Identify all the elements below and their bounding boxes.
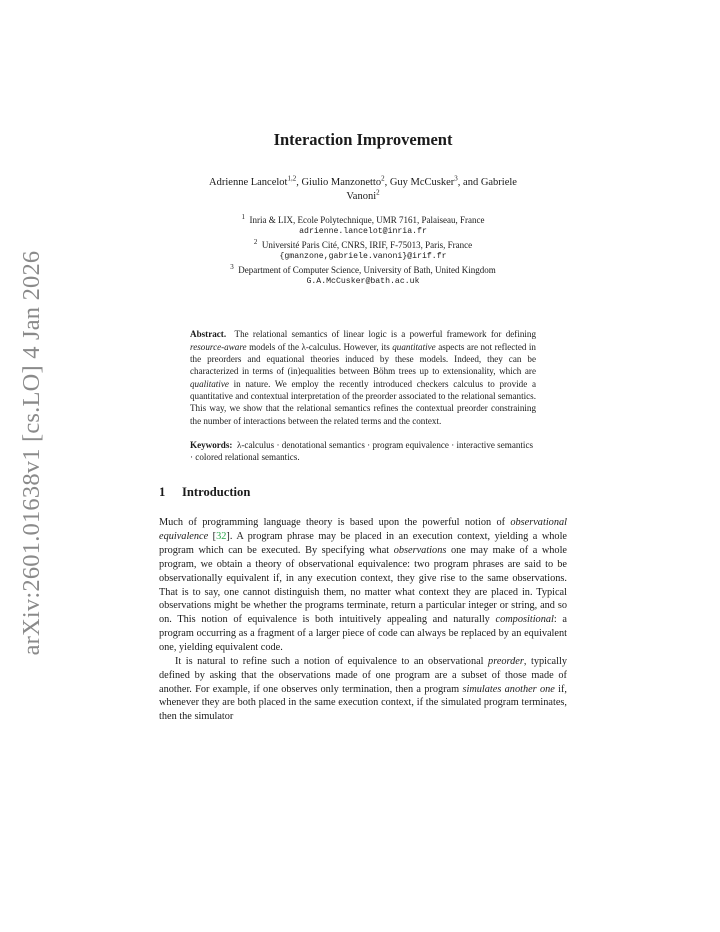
affiliation [159, 239, 567, 251]
paragraph-text: one may make of a whole program, we obtain a theory of observational equivalence: two program phrases are said to be observationally equivalent if, in any execution context, they give rise to the same observations. That is to say, one cannot distinguish them, no matter what context they are placed in. Typical observations might be whether the programs terminate, return a particular integer or string, and so on. This notion of equivalence is both intuitively appealing and naturally [159, 545, 567, 626]
paragraph-text: : a program occurring as a fragment of a larger piece of code can always be replaced by an equivalent one, yielding equivalent code. [159, 614, 567, 653]
abstract-emphasis: resource-aware [190, 341, 247, 352]
abstract-text: models of the λ-calculus. However, its [249, 341, 390, 352]
author-name: Guy McCusker [389, 177, 455, 188]
author-affil-mark: 2 [376, 188, 380, 197]
paragraph-emphasis: preorder [488, 655, 524, 667]
author-name: Adrienne Lancelot [209, 177, 288, 188]
author-affil-mark: 2 [381, 174, 385, 183]
abstract-emphasis: quantitative [392, 341, 436, 352]
paragraph-emphasis: simulates another one [462, 683, 555, 695]
keywords-label: Keywords: [190, 439, 233, 450]
abstract-text: aspects are not reflected in the preorders and equational theories induced by these models. Indeed, they can be characterized in terms of (in)equalities between Böhm trees up to extensionality, which are [190, 341, 536, 377]
affiliation-email[interactable]: G.A.McCusker@bath.ac.uk [306, 277, 420, 287]
arxiv-id-text: arXiv:2601.01638v1 [cs.LO] 4 Jan 2026 [18, 250, 45, 656]
affiliation-email[interactable]: adrienne.lancelot@inria.fr [299, 227, 427, 237]
affiliation-email[interactable]: {gmanzone,gabriele.vanoni}@irif.fr [279, 252, 447, 262]
citation-bracket: ]. [226, 531, 233, 543]
author-name: and Gabriele [463, 177, 517, 188]
affiliation-name: Department of Computer Science, University of Bath, United Kingdom [238, 264, 496, 275]
affiliation-number: 2 [253, 237, 258, 246]
author-affil-mark: 3 [454, 174, 458, 183]
paragraph-emphasis: compositional [495, 614, 554, 626]
paragraph-text: It is natural to refine such a notion of equivalence to an observational [175, 655, 484, 667]
paragraph [159, 655, 567, 724]
abstract-text: The relational semantics of linear logic is a powerful framework for defining [234, 329, 537, 340]
author-affil-mark: 1,2 [287, 174, 297, 183]
section-heading [159, 485, 567, 500]
abstract-text: in nature. We employ the recently introduced checkers calculus to provide a quantitative and contextual interpretation of the preorder associated to the relational semantics. This way, we show that the relational semantics refines the contextual preorder constraining the number of interactions between the related terms and the context. [190, 378, 536, 426]
section-title: Introduction [182, 485, 251, 500]
abstract [190, 328, 536, 426]
affiliation-number: 1 [241, 213, 246, 221]
paragraph-text: Much of programming language theory is based upon the powerful notion of [159, 517, 506, 529]
affiliation [159, 264, 567, 276]
author-list: Adrienne Lancelot$^{1,2}$, Giulio Manzonetto$^2$, Guy McCusker$^3$, and Gabriele Vanoni$^2$ [209, 174, 517, 202]
keywords-text: λ-calculus · denotational semantics · program equivalence · interactive semantics · colored relational semantics. [190, 439, 534, 463]
affiliation [159, 214, 567, 226]
author-name: Vanoni [346, 191, 377, 202]
arxiv-identifier [12, 250, 52, 656]
paragraph-text: , typically defined by asking that the observations made of one program are a subset of those made of another. For example, if one observes only termination, then a program [159, 655, 567, 695]
affiliation-name: Inria & LIX, Ecole Polytechnique, UMR 7161, Palaiseau, France [249, 215, 485, 225]
section-number: 1 [159, 485, 166, 500]
body-text [159, 516, 567, 724]
abstract-emphasis: qualitative [190, 378, 229, 389]
paper-title: Interaction Improvement [273, 130, 453, 149]
paragraph [159, 516, 567, 654]
keywords [190, 439, 536, 464]
paragraph-emphasis: observations [393, 545, 447, 557]
citation-bracket: [ [212, 531, 217, 543]
affiliation-list [159, 214, 567, 288]
citation-link[interactable]: 32 [216, 531, 227, 543]
abstract-label: Abstract. [190, 329, 227, 340]
paragraph-text: A program phrase may be placed in an execution context, yielding a whole program which can be executed. By specifying what [159, 531, 567, 557]
paragraph-text: if, whenever they are both placed in the same execution context, if the simulated program terminates, then the simulator [159, 683, 568, 723]
paragraph-emphasis: observational equivalence [159, 517, 567, 543]
affiliation-number: 3 [230, 262, 234, 271]
paper-page [159, 130, 567, 724]
affiliation-name: Université Paris Cité, CNRS, IRIF, F-75013, Paris, France [261, 239, 473, 250]
author-name: Giulio Manzonetto [301, 177, 382, 188]
